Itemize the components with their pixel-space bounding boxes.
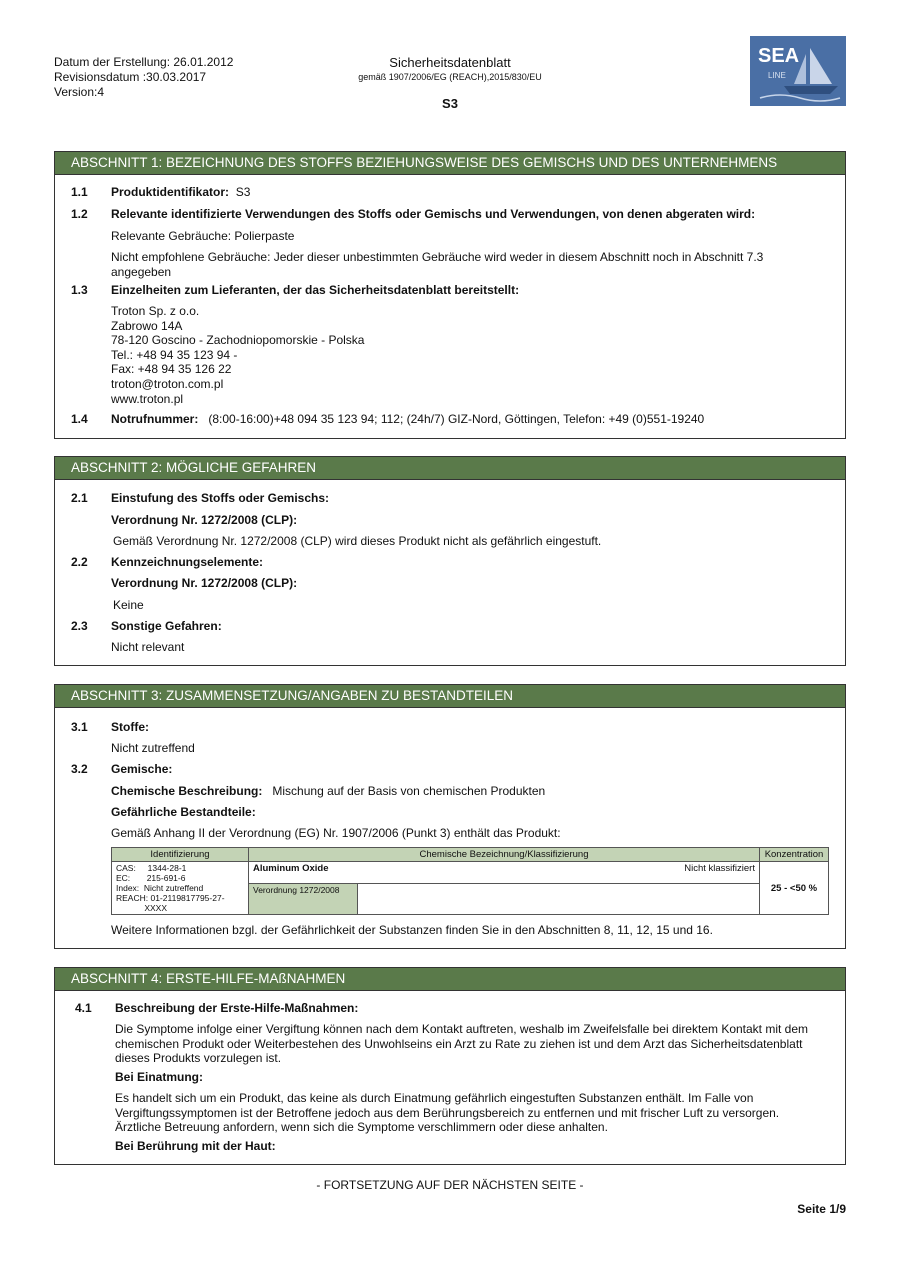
- product-identifier: [111, 185, 250, 199]
- emergency-number: [111, 412, 704, 426]
- supplier-line: Troton Sp. z o.o.: [111, 304, 200, 318]
- first-aid-heading: Beschreibung der Erste-Hilfe-Maßnahmen:: [115, 1001, 359, 1015]
- document-subtitle: gemäß 1907/2006/EG (REACH),2015/830/EU: [358, 72, 542, 82]
- creation-date: Datum der Erstellung: 26.01.2012: [54, 55, 234, 69]
- item-number: 1.1: [71, 185, 88, 199]
- revision-date: Revisionsdatum :30.03.2017: [54, 70, 207, 84]
- value: S3: [235, 185, 251, 199]
- paragraph-line: Es handelt sich um ein Produkt, das keine als durch Einatmung gefährlich eingestuften Substanzen enthält. Im Falle von: [115, 1091, 754, 1105]
- column-header: Chemische Bezeichnung/Klassifizierung: [249, 848, 760, 862]
- logo-subtext: LINE: [768, 71, 786, 80]
- item-number: 1.2: [71, 207, 88, 221]
- label: Produktidentifikator:: [111, 185, 230, 199]
- hazardous-components-heading: Gefährliche Bestandteile:: [111, 805, 256, 819]
- classification: Nicht klassifiziert: [684, 863, 755, 874]
- classification-heading: Einstufung des Stoffs oder Gemischs:: [111, 491, 330, 505]
- label: Chemische Beschreibung:: [111, 784, 263, 798]
- supplier-email[interactable]: troton@troton.com.pl: [111, 376, 224, 391]
- id-line: XXXX: [116, 903, 168, 913]
- uses-advised-against-cont: angegeben: [111, 265, 172, 279]
- supplier-heading: Einzelheiten zum Lieferanten, der das Sicherheitsdatenblatt bereitstellt:: [111, 283, 520, 297]
- label: Notrufnummer:: [111, 412, 199, 426]
- section-2-title: ABSCHNITT 2: MÖGLICHE GEFAHREN: [55, 457, 845, 480]
- sailboat-icon: [750, 36, 846, 106]
- id-line: REACH: 01-2119817795-27-: [116, 893, 225, 903]
- continuation-note: - FORTSETZUNG AUF DER NÄCHSTEN SEITE -: [316, 1178, 584, 1192]
- logo-text: SEA: [758, 45, 800, 67]
- section-2: [54, 456, 846, 666]
- section-3-title: ABSCHNITT 3: ZUSAMMENSETZUNG/ANGABEN ZU BESTANDTEILEN: [55, 685, 845, 708]
- table-row: [112, 862, 829, 884]
- further-info-note: Weitere Informationen bzgl. der Gefährlichkeit der Substanzen finden Sie in den Abschnitten 8, 11, 12, 15 und 16.: [111, 923, 713, 937]
- chemical-description: [111, 784, 545, 798]
- paragraph-line: Ärztliche Betreuung anfordern, wenn sich die Symptome verschlimmern oder diese anhalten.: [115, 1120, 608, 1135]
- label-elements-text: Keine: [113, 598, 144, 612]
- item-number: 3.1: [71, 720, 88, 734]
- product-name: S3: [442, 96, 458, 111]
- value: (8:00-16:00)+48 094 35 123 94; 112; (24h/7) GIZ-Nord, Göttingen, Telefon: +49 (0)551-19240: [208, 412, 705, 426]
- annex-text: Gemäß Anhang II der Verordnung (EG) Nr. 1907/2006 (Punkt 3) enthält das Produkt:: [111, 826, 561, 840]
- item-number: 4.1: [75, 1001, 92, 1015]
- column-header: Konzentration: [760, 848, 829, 862]
- concentration-cell: 25 - <50 %: [760, 862, 829, 915]
- regulation-heading: Verordnung Nr. 1272/2008 (CLP):: [111, 513, 298, 527]
- document-heading: [300, 55, 600, 111]
- id-line: Index: Nicht zutreffend: [116, 883, 204, 893]
- paragraph-line: Die Symptome infolge einer Vergiftung können nach dem Kontakt auftreten, weshalb im Zweifelsfalle bei direktem Kontakt mit dem: [115, 1022, 809, 1036]
- item-number: 1.3: [71, 283, 88, 297]
- label-elements-heading: Kennzeichnungselemente:: [111, 555, 264, 569]
- paragraph-line: dieses Produkts vorzulegen ist.: [115, 1051, 282, 1066]
- supplier-line: Zabrowo 14A: [111, 318, 183, 333]
- paragraph-line: Vergiftungssymptomen ist der Betroffene jedoch aus dem Berührungsbereich zu entfernen und mit frischer Luft zu versorgen.: [115, 1105, 780, 1120]
- item-number: 2.2: [71, 555, 88, 569]
- item-number: 3.2: [71, 762, 88, 776]
- paragraph-line: chemischen Produkt oder Weiterbestehen des Unwohlseins ein Arzt zu Rate zu ziehen ist und dem Arzt das Sicherheitsdatenblatt: [115, 1036, 803, 1051]
- substances-text: Nicht zutreffend: [111, 741, 195, 755]
- inhalation-heading: Bei Einatmung:: [115, 1070, 204, 1084]
- skin-contact-heading: Bei Berührung mit der Haut:: [115, 1139, 276, 1153]
- components-table: [111, 847, 829, 915]
- first-aid-general: [115, 1022, 808, 1066]
- value: Mischung auf der Basis von chemischen Produkten: [272, 784, 546, 798]
- id-line: EC: 215-691-6: [116, 873, 186, 883]
- section-4-title: ABSCHNITT 4: ERSTE-HILFE-MAßNAHMEN: [55, 968, 845, 991]
- chemical-name-cell: [249, 862, 760, 884]
- mixtures-heading: Gemische:: [111, 762, 173, 776]
- uses-advised-against: Nicht empfohlene Gebräuche: Jeder dieser unbestimmten Gebräuche wird weder in diesem Abschnitt noch in Abschnitt 7.3: [111, 250, 764, 264]
- hazard-statements-cell: [358, 884, 760, 915]
- id-line: CAS: 1344-28-1: [116, 863, 187, 873]
- other-hazards-text: Nicht relevant: [111, 640, 185, 654]
- section-divider: [54, 1164, 846, 1165]
- item-number: 1.4: [71, 412, 88, 426]
- regulation-heading: Verordnung Nr. 1272/2008 (CLP):: [111, 576, 298, 590]
- page-number: Seite 1/9: [797, 1202, 846, 1216]
- column-header: Identifizierung: [112, 848, 249, 862]
- chemical-name: Aluminum Oxide: [253, 863, 329, 874]
- section-3: [54, 684, 846, 949]
- document-title: Sicherheitsdatenblatt: [389, 55, 511, 70]
- identification-cell: [112, 862, 249, 915]
- version: Version:4: [54, 85, 105, 99]
- supplier-line: 78-120 Goscino - Zachodniopomorskie - Polska: [111, 333, 365, 348]
- section-1-title: ABSCHNITT 1: BEZEICHNUNG DES STOFFS BEZIEHUNGSWEISE DES GEMISCHS UND DES UNTERNEHMENS: [55, 152, 845, 175]
- item-number: 2.3: [71, 619, 88, 633]
- supplier-address: [111, 304, 364, 406]
- uses-heading: Relevante identifizierte Verwendungen des Stoffs oder Gemischs und Verwendungen, von denen abgeraten wird:: [111, 207, 756, 221]
- relevant-uses: Relevante Gebräuche: Polierpaste: [111, 229, 295, 243]
- regulation-cell: Verordnung 1272/2008: [249, 884, 358, 915]
- section-1: [54, 151, 846, 439]
- supplier-fax: Fax: +48 94 35 126 22: [111, 362, 232, 377]
- document-meta: [54, 55, 233, 100]
- supplier-phone: Tel.: +48 94 35 123 94 -: [111, 347, 238, 362]
- inhalation-text: [115, 1091, 779, 1135]
- supplier-website[interactable]: www.troton.pl: [111, 391, 184, 406]
- other-hazards-heading: Sonstige Gefahren:: [111, 619, 222, 633]
- company-logo: [750, 36, 846, 106]
- section-4: [54, 967, 846, 1165]
- substances-heading: Stoffe:: [111, 720, 149, 734]
- item-number: 2.1: [71, 491, 88, 505]
- classification-text: Gemäß Verordnung Nr. 1272/2008 (CLP) wird dieses Produkt nicht als gefährlich eingestuft.: [113, 534, 602, 548]
